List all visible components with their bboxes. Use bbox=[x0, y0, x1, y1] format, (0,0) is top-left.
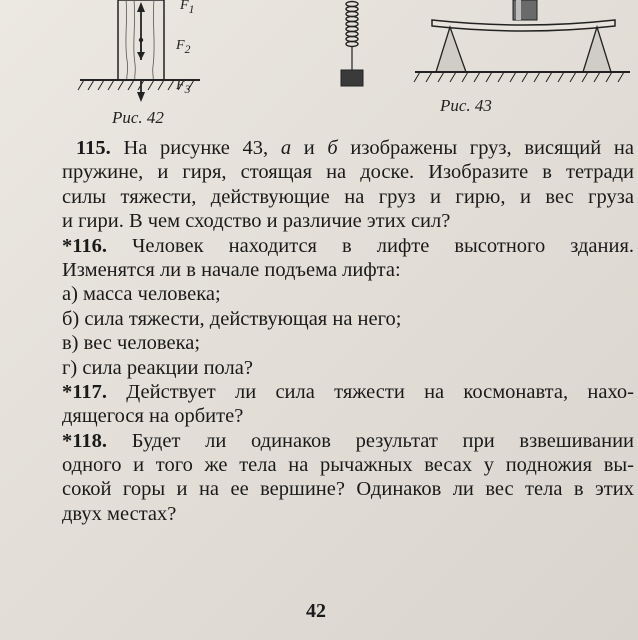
problem-117-line-1: *117. Действует ли сила тяжести на космонавта, нахо- bbox=[62, 380, 635, 403]
problem-115-line-1: 115. На рисунке 43, а и б изображены груз, висящий на bbox=[76, 137, 634, 159]
figure-43-drawing bbox=[414, 0, 630, 82]
page-number: 42 bbox=[306, 600, 326, 622]
force-label-f2: $F_2$ bbox=[176, 38, 191, 56]
problem-115-line-2: пружине, и гиря, стоящая на доске. Изобразите в тетради bbox=[62, 161, 634, 184]
problem-116-line-1: *116. Человек находится в лифте высотного здания. bbox=[62, 234, 635, 257]
problem-116-item-c: в) вес человека; bbox=[62, 332, 201, 355]
problem-number: *116. bbox=[62, 234, 107, 257]
problem-116-item-a: а) масса человека; bbox=[62, 283, 221, 306]
problem-118-line-2: одного и того же тела на рычажных весах у подножия вы- bbox=[62, 454, 634, 477]
figures-area bbox=[0, 0, 638, 140]
problem-number: *117. bbox=[62, 380, 107, 403]
figure-43-caption: Рис. 43 bbox=[440, 96, 492, 115]
force-label-f3: $F_3$ bbox=[176, 78, 191, 96]
problem-116-item-b: б) сила тяжести, действующая на него; bbox=[62, 307, 402, 330]
figure-illustrations bbox=[0, 0, 638, 140]
problem-116-item-d: г) сила реакции пола? bbox=[62, 356, 253, 379]
force-label-f1: $F_1$ bbox=[180, 0, 195, 16]
problem-118 bbox=[62, 429, 634, 527]
problem-number: *118. bbox=[62, 429, 107, 452]
problem-115-line-3: силы тяжести, действующие на груз и гирю, и вес груза bbox=[62, 185, 634, 208]
problem-115 bbox=[62, 136, 634, 234]
problem-number: 115. bbox=[76, 137, 111, 159]
problem-115-line-4: и гири. В чем сходство и различие этих сил? bbox=[62, 210, 451, 233]
problem-117-line-2: дящегося на орбите? bbox=[62, 405, 244, 428]
problem-116 bbox=[62, 234, 634, 380]
problem-118-line-3: сокой горы и на ее вершине? Одинаков ли вес тела в этих bbox=[62, 478, 634, 501]
problems-text bbox=[62, 136, 634, 526]
problem-118-line-4: двух местах? bbox=[62, 502, 177, 525]
problem-117 bbox=[62, 380, 634, 429]
figure-42-caption: Рис. 42 bbox=[112, 108, 164, 127]
problem-118-line-1: *118. Будет ли одинаков результат при взвешивании bbox=[62, 429, 635, 452]
spring-drawing bbox=[341, 2, 363, 87]
problem-116-line-2: Изменятся ли в начале подъема лифта: bbox=[62, 258, 401, 281]
